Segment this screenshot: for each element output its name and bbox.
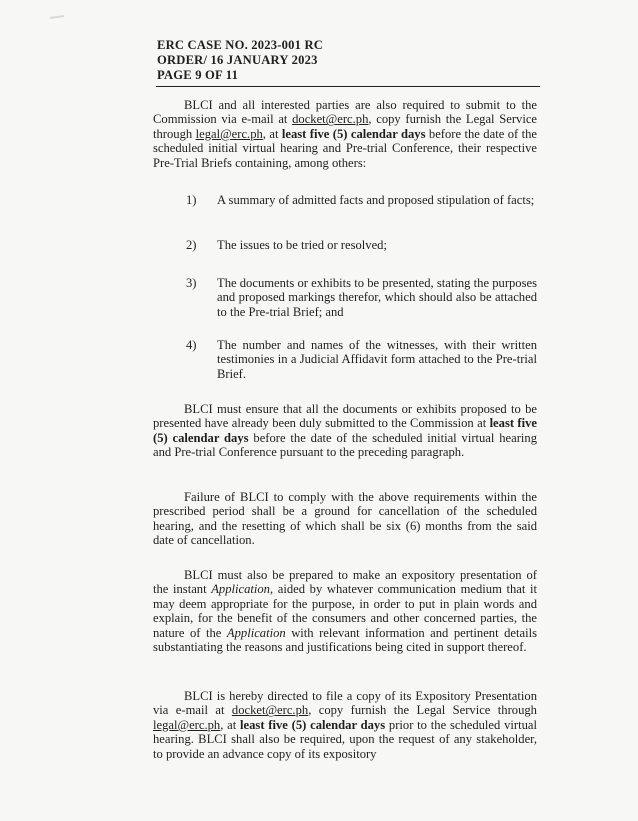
header-rule — [156, 86, 540, 87]
scan-speck — [50, 15, 64, 19]
paragraph-expository-presentation: BLCI must also be prepared to make an expository presentation of the instant Application, aided by whatever communication medium that it may deem appropriate for the purpose, in order to put in plain words and explain, for the benefit of the consumers and other concerned parties, the nature of the Application with relevant information and pertinent details substantiating the reasons and justifications being cited in support thereof. — [153, 568, 538, 655]
list-number: 3) — [186, 276, 197, 290]
list-text: The number and names of the witnesses, with their written testimonies in a Judicial Affidavit form attached to the Pre-trial Brief. — [217, 338, 537, 381]
legal-email-link[interactable]: legal@erc.ph — [153, 717, 221, 732]
docket-email-link[interactable]: docket@erc.ph — [292, 112, 369, 127]
paragraph-failure-to-comply: Failure of BLCI to comply with the above requirements within the prescribed period shall be a ground for cancellation of the scheduled hearing, and the resetting of which shall be six (6) months from the said date of cancellation. — [153, 490, 537, 548]
list-number: 2) — [186, 238, 197, 252]
order-date: ORDER/ 16 JANUARY 2023 — [157, 53, 318, 67]
paragraph-pretrial-briefs: BLCI and all interested parties are also required to submit to the Commission via e-mail at docket@erc.ph, copy furnish the Legal Service through legal@erc.ph, at least five (5) calendar days before the date of the scheduled initial virtual hearing and Pre-trial Conference, their respective Pre-Trial Briefs containing, among others: — [153, 98, 538, 170]
list-number: 1) — [186, 193, 197, 207]
paragraph-documents-submission: BLCI must ensure that all the documents or exhibits proposed to be presented have already been duly submitted to the Commission at least five (5) calendar days before the date of the scheduled initial virtual hearing and Pre-trial Conference pursuant to the preceding paragraph. — [153, 402, 538, 460]
list-text: The issues to be tried or resolved; — [217, 238, 387, 252]
page-header — [157, 38, 323, 83]
docket-email-link[interactable]: docket@erc.ph — [231, 703, 309, 718]
page-number: PAGE 9 OF 11 — [157, 68, 239, 82]
case-number: ERC CASE NO. 2023-001 RC — [157, 38, 324, 52]
legal-email-link[interactable]: legal@erc.ph — [195, 126, 263, 141]
list-number: 4) — [186, 338, 197, 352]
list-text: A summary of admitted facts and proposed stipulation of facts; — [217, 193, 535, 207]
paragraph-file-expository: BLCI is hereby directed to file a copy of its Expository Presentation via e-mail at docket@erc.ph, copy furnish the Legal Service through legal@erc.ph, at least five (5) calendar days prior to the scheduled virtual hearing. BLCI shall also be required, upon the request of any stakeholder, to provide an advance copy of its expository — [153, 689, 537, 761]
list-text: The documents or exhibits to be presented, stating the purposes and proposed markings therefor, which should also be attached to the Pre-trial Brief; and — [217, 276, 537, 319]
